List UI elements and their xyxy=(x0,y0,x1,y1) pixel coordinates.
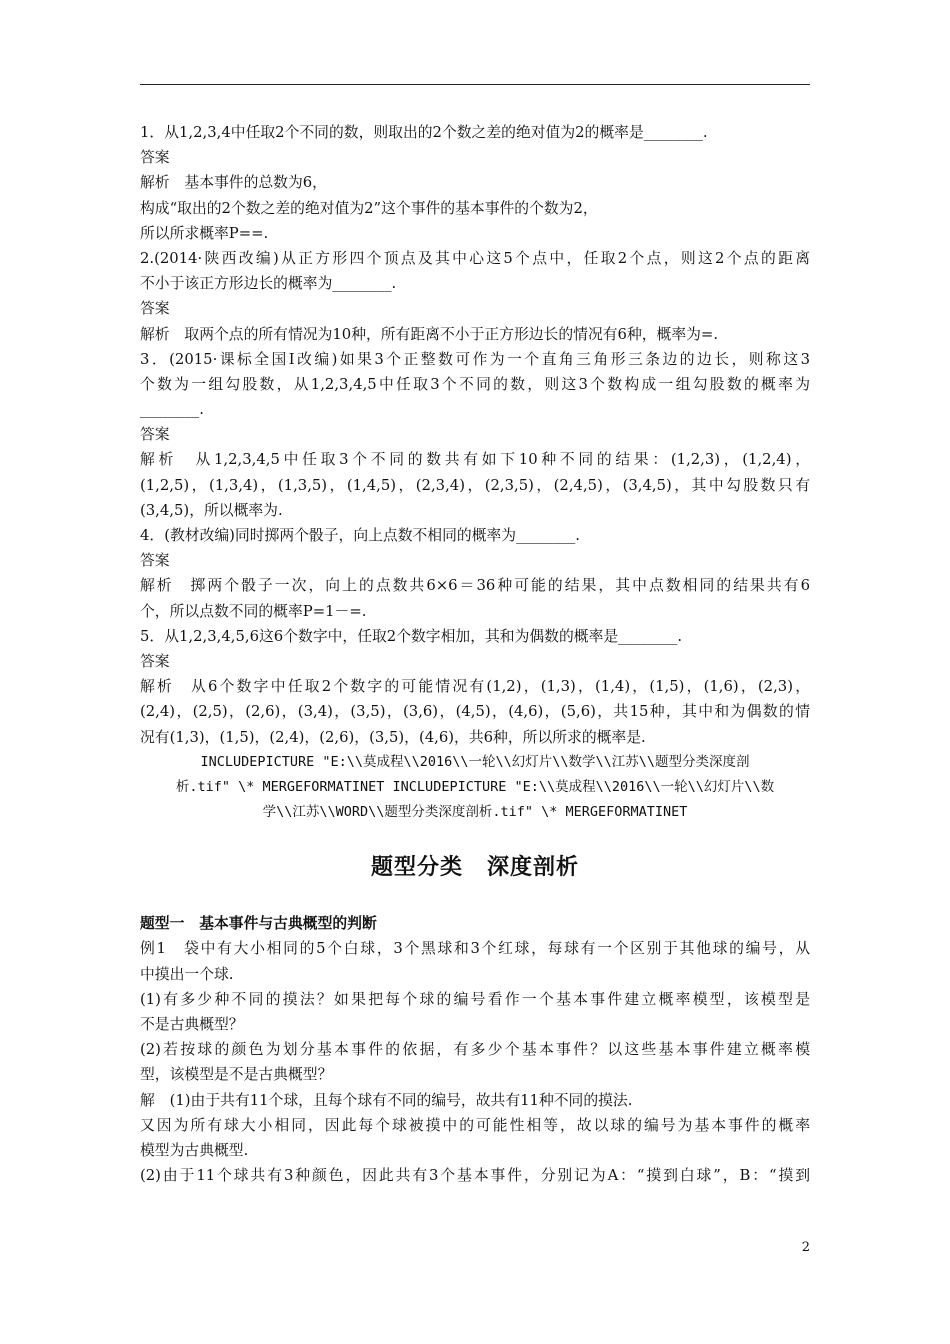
answer-label: 答案 xyxy=(140,426,170,444)
example-line: 中摸出一个球. xyxy=(140,965,234,983)
analysis-line: 况有(1,3)，(1,5)，(2,4)，(2,6)，(3,5)，(4,6)，共6种，所以所求的概率是. xyxy=(140,728,646,746)
subsection-heading: 题型一 基本事件与古典概型的判断 xyxy=(140,915,377,933)
field-code-line: 析.tif" \* MERGEFORMATINET INCLUDEPICTURE "E:\\莫成程\\2016\\一轮\\幻灯片\\数 xyxy=(175,778,775,795)
analysis-line: 构成“取出的2个数之差的绝对值为2”这个事件的基本事件的个数为2， xyxy=(140,199,598,217)
example-line: 不是古典概型？ xyxy=(140,1016,244,1033)
analysis-line: (2,4)，(2,5)，(2,6)，(3,4)，(3,5)，(3,6)，(4,5)，(4,6)，(5,6)，共15种，其中和为偶数的情 xyxy=(140,703,810,721)
problem-line: 4．(教材改编)同时掷两个骰子，向上点数不相同的概率为________. xyxy=(140,527,580,544)
problem-line: 1．从1,2,3,4中任取2个不同的数，则取出的2个数之差的绝对值为2的概率是________. xyxy=(140,124,708,141)
example-line: 例1 袋中有大小相同的5个白球，3个黑球和3个红球，每球有一个区别于其他球的编号，从 xyxy=(140,940,810,958)
problem-line: 个数为一组勾股数，从1,2,3,4,5中任取3个不同的数，则这3个数构成一组勾股数的概率为 xyxy=(140,375,810,393)
problem-line: 3．(2015·课标全国Ⅰ改编)如果3个正整数可作为一个直角三角形三条边的边长，则称这3 xyxy=(140,350,810,368)
problem-line: 2.(2014·陕西改编)从正方形四个顶点及其中心这5个点中，任取2个点，则这2个点的距离 xyxy=(140,249,810,267)
analysis-line: 所以所求概率P==. xyxy=(140,224,269,242)
analysis-line: 解析 从1,2,3,4,5中任取3个不同的数共有如下10种不同的结果：(1,2,3)，(1,2,4)， xyxy=(140,451,810,469)
problem-line: 5．从1,2,3,4,5,6这6个数字中，任取2个数字相加，其和为偶数的概率是________. xyxy=(140,627,683,645)
answer-label: 答案 xyxy=(140,652,170,670)
section-title-left: 题型分类 xyxy=(370,855,463,881)
analysis-line: (1,2,5)，(1,3,4)，(1,3,5)，(1,4,5)，(2,3,4)，(2,3,5)，(2,4,5)，(3,4,5)，其中勾股数只有 xyxy=(140,476,810,494)
analysis-line: 解析 从6个数字中任取2个数字的可能情况有(1,2)，(1,3)，(1,4)，(1,5)，(1,6)，(2,3)， xyxy=(140,678,810,696)
analysis-line: 解析 掷两个骰子一次，向上的点数共6×6＝36种可能的结果，其中点数相同的结果共有6 xyxy=(140,577,810,595)
field-code-line: INCLUDEPICTURE "E:\\莫成程\\2016\\一轮\\幻灯片\\数学\\江苏\\题型分类深度剖 xyxy=(200,753,750,770)
example-line: (1)有多少种不同的摸法？如果把每个球的编号看作一个基本事件建立概率模型，该模型是 xyxy=(140,990,810,1008)
answer-label: 答案 xyxy=(140,149,170,167)
page-content xyxy=(140,120,810,1188)
field-code-line: 学\\江苏\\WORD\\题型分类深度剖析.tif" \* MERGEFORMATINET xyxy=(262,804,688,821)
page-number: 2 xyxy=(801,1240,810,1255)
header-rule xyxy=(140,84,810,85)
analysis-line: 个，所以点数不同的概率P=1－=. xyxy=(140,602,367,620)
example-line: 型，该模型是不是古典概型？ xyxy=(140,1066,333,1084)
answer-label: 答案 xyxy=(140,552,170,570)
problem-line: ________. xyxy=(140,401,204,419)
example-line: (2)若按球的颜色为划分基本事件的依据，有多少个基本事件？以这些基本事件建立概率模 xyxy=(140,1041,810,1059)
problem-line: 不小于该正方形边长的概率为________. xyxy=(140,275,397,293)
answer-label: 答案 xyxy=(140,300,170,318)
analysis-line: 解析 基本事件的总数为6， xyxy=(140,174,327,192)
solution-line: 模型为古典概型. xyxy=(140,1141,249,1159)
analysis-line: 解析 取两个点的所有情况为10种，所有距离不小于正方形边长的情况有6种，概率为=. xyxy=(140,325,719,343)
solution-line: (2)由于11个球共有3种颜色，因此共有3个基本事件，分别记为A：“摸到白球”，B：“摸到 xyxy=(140,1167,810,1185)
section-title xyxy=(140,837,810,899)
solution-line: 解 (1)由于共有11个球，且每个球有不同的编号，故共有11种不同的摸法. xyxy=(140,1091,633,1109)
analysis-line: (3,4,5)，所以概率为. xyxy=(140,501,283,519)
section-title-right: 深度剖析 xyxy=(487,855,580,881)
solution-line: 又因为所有球大小相同，因此每个球被摸中的可能性相等，故以球的编号为基本事件的概率 xyxy=(140,1116,810,1134)
